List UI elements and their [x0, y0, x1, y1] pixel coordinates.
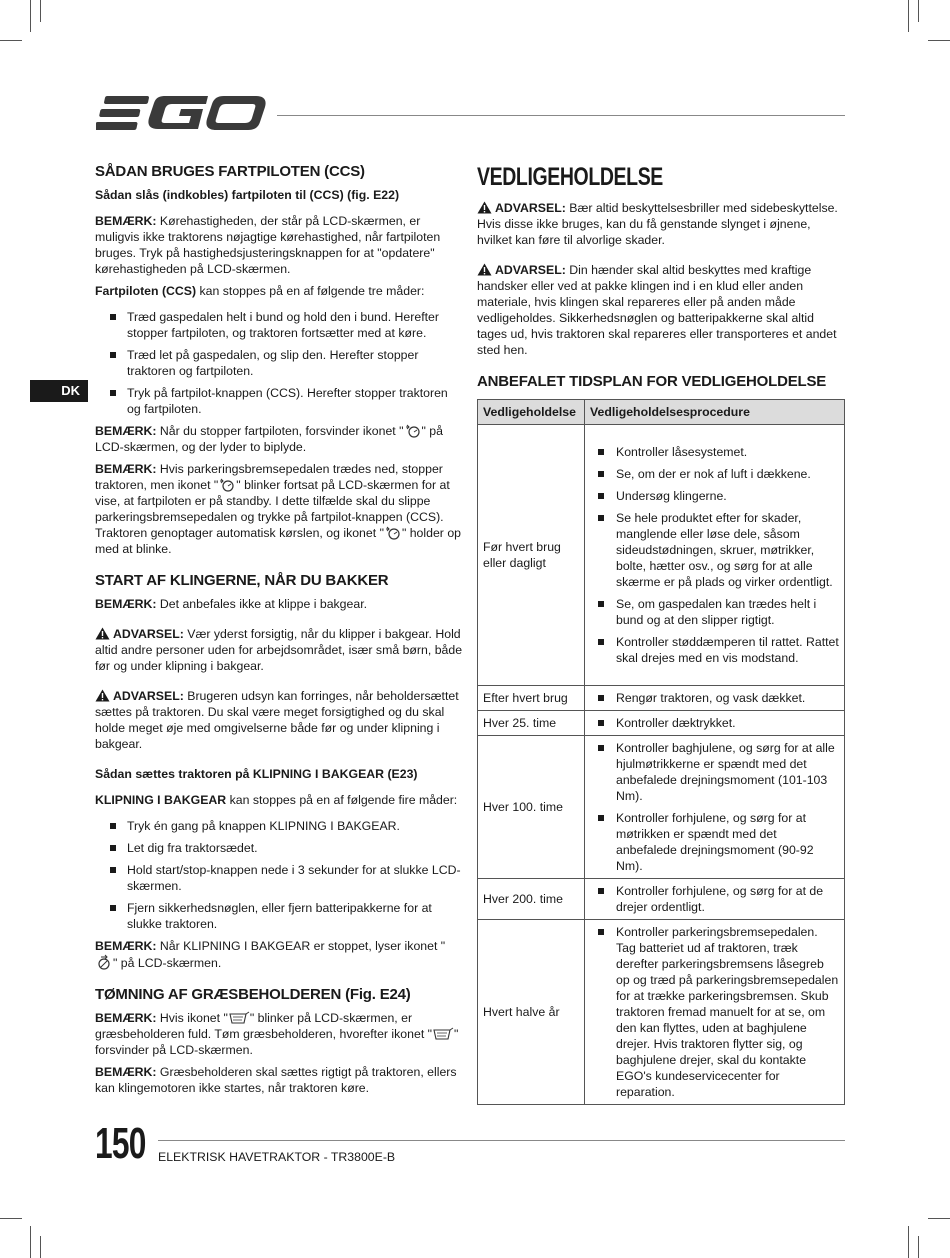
note-text: " på LCD-skærmen, og der lyder to biplyde.	[95, 424, 443, 454]
section-title-cruise-control: SÅDAN BRUGES FARTPILOTEN (CCS)	[95, 163, 365, 180]
grass-bag-full-icon	[228, 1011, 250, 1025]
procedure-cell	[585, 736, 845, 879]
note-paragraph	[95, 461, 463, 557]
table-row	[478, 879, 845, 920]
note-paragraph	[95, 596, 463, 612]
interval-cell: Hvert halve år	[478, 920, 585, 1105]
section-title-reverse-mowing: START AF KLINGERNE, NÅR DU BAKKER	[95, 572, 389, 589]
subheading-cruise-on: Sådan slås (indkobles) fartpiloten til (CCS) (fig. E22)	[95, 188, 400, 202]
procedure-cell	[585, 711, 845, 736]
column-header: Vedligeholdelsesprocedure	[585, 400, 845, 425]
note-text: " blinker på LCD-skærmen, er græsbeholderen fuld. Tøm græsbeholderen, hvorefter ikonet "	[95, 1011, 433, 1041]
interval-cell: Hver 25. time	[478, 711, 585, 736]
interval-cell: Hver 200. time	[478, 879, 585, 920]
procedure-list	[590, 740, 839, 874]
crop-mark	[40, 0, 41, 22]
note-paragraph	[95, 423, 463, 455]
subheading-reverse-mowing: Sådan sættes traktoren på KLIPNING I BAKGEAR (E23)	[95, 767, 418, 781]
warning-paragraph	[477, 200, 845, 248]
crop-mark	[928, 1218, 950, 1219]
warning-label: ADVARSEL:	[113, 627, 184, 641]
procedure-cell	[585, 920, 845, 1105]
crop-mark	[30, 0, 31, 32]
note-label: BEMÆRK:	[95, 214, 157, 228]
warning-label: ADVARSEL:	[113, 689, 184, 703]
note-text: Hvis parkeringsbremsepedalen trædes ned, stopper traktoren, men ikonet "	[95, 462, 443, 492]
note-paragraph	[95, 1010, 463, 1058]
list-item: Se, om gaspedalen kan trædes helt i bund og at den slipper rigtigt.	[590, 596, 839, 628]
note-text: " på LCD-skærmen.	[113, 956, 222, 970]
table-row	[478, 711, 845, 736]
list-item: Træd let på gaspedalen, og slip den. Herefter stopper traktoren og fartpiloten.	[95, 347, 463, 379]
maintenance-table	[477, 399, 845, 1105]
list-item: Se hele produktet efter for skader, manglende eller løse dele, såsom sideudstødningen, skruer, møtrikker, bolte, hætter osv., og sørg for at alle skærme er på plads og virker ordentligt.	[590, 510, 839, 590]
list-item: Kontroller forhjulene, og sørg for at møtrikken er spændt med det anbefalede drejningsmoment (90-92 Nm).	[590, 810, 839, 874]
procedure-cell	[585, 425, 845, 686]
note-paragraph	[95, 1064, 463, 1096]
warning-text: Din hænder skal altid beskyttes med kraftige handsker eller ved at pakke klingen ind i en klud eller anden materiale, hvis klingen skal repareres eller på anden måde vedligeholdes. Sikkerhedsnøglen og batteripakkerne skal altid tages ud, hvis traktoren skal repareres eller transporteres et andet sted hen.	[477, 263, 837, 357]
note-paragraph	[95, 213, 463, 277]
left-column	[95, 162, 463, 1102]
crop-mark	[40, 1236, 41, 1258]
list-item: Rengør traktoren, og vask dækket.	[590, 690, 839, 706]
column-header: Vedligeholdelse	[478, 400, 585, 425]
table-header-row	[478, 400, 845, 425]
note-text: Hvis ikonet "	[159, 1011, 228, 1025]
crop-mark	[0, 40, 22, 41]
crop-mark	[908, 0, 909, 32]
procedure-list	[590, 690, 839, 706]
warning-text: Vær yderst forsigtig, når du klipper i bakgear. Hold altid andre personer uden for arbejdsområdet, især små børn, både før og under klipning i bakgear.	[95, 627, 463, 673]
table-row	[478, 425, 845, 686]
cruise-control-icon	[384, 526, 402, 540]
procedure-cell	[585, 879, 845, 920]
list-item: Kontroller baghjulene, og sørg for at alle hjulmøtrikkerne er spændt med det anbefalede drejningsmoment (101-103 Nm).	[590, 740, 839, 804]
procedure-list	[590, 444, 839, 666]
reverse-stop-list	[95, 818, 463, 932]
interval-cell: Hver 100. time	[478, 736, 585, 879]
page-number: 150	[95, 1119, 146, 1168]
list-item: Tryk én gang på knappen KLIPNING I BAKGEAR.	[95, 818, 463, 834]
ego-logo	[96, 93, 268, 133]
list-item: Kontroller parkeringsbremsepedalen. Tag batteriet ud af traktoren, træk derefter parkeringsbremsens låsegreb op og træd på parkeringsbremsepedalen for at trække parkeringsbremsen. Skub traktoren fremad manuelt for at se, om den kan flyttes, uden at baghjulene drejer. Hvis traktoren flytter sig, og baghjulene drejer, skal du kontakte EGO's kundeservicecenter for reparation.	[590, 924, 839, 1100]
cruise-control-icon	[404, 424, 422, 438]
note-label: BEMÆRK:	[95, 939, 157, 953]
note-label: BEMÆRK:	[95, 1011, 157, 1025]
cruise-control-icon	[218, 478, 236, 492]
warning-paragraph	[95, 688, 463, 752]
warning-text: Brugeren udsyn kan forringes, når beholdersættet sættes på traktoren. Du skal være meget forsigtighed og du skal holde meget øje med omgivelserne både før og under klipning i bakgear.	[95, 689, 459, 751]
note-label: BEMÆRK:	[95, 1065, 157, 1079]
list-item: Fjern sikkerhedsnøglen, eller fjern batteripakkerne for at slukke traktoren.	[95, 900, 463, 932]
reverse-intro	[95, 792, 463, 808]
note-text: Det anbefales ikke at klippe i bakgear.	[159, 597, 368, 611]
right-column	[477, 162, 845, 1105]
interval-cell: Efter hvert brug	[478, 686, 585, 711]
schedule-title: ANBEFALET TIDSPLAN FOR VEDLIGEHOLDELSE	[477, 373, 827, 390]
list-item: Undersøg klingerne.	[590, 488, 839, 504]
header-rule	[277, 115, 845, 116]
note-text: Når KLIPNING I BAKGEAR er stoppet, lyser ikonet "	[159, 939, 446, 953]
note-text: Græsbeholderen skal sættes rigtigt på traktoren, ellers kan klingemotoren ikke startes, når traktoren køre.	[95, 1065, 457, 1095]
reverse-bold: KLIPNING I BAKGEAR	[95, 793, 227, 807]
crop-mark	[918, 0, 919, 22]
warning-triangle-icon	[477, 201, 492, 214]
note-text: " blinker fortsat på LCD-skærmen for at vise, at fartpiloten er på standby. I dette tilfælde skal du slippe parkeringsbremsepedalen og trykke på fartpilot-knappen (CCS). Traktoren genoptager automatisk kørslen, og ikonet "	[95, 478, 450, 540]
reverse-rest: kan stoppes på en af følgende fire måder:	[226, 793, 458, 807]
table-row	[478, 686, 845, 711]
note-text: Når du stopper fartpiloten, forsvinder ikonet "	[159, 424, 404, 438]
list-item: Hold start/stop-knappen nede i 3 sekunder for at slukke LCD-skærmen.	[95, 862, 463, 894]
note-paragraph	[95, 938, 463, 971]
note-text: " holder op med at blinke.	[95, 526, 461, 556]
list-item: Tryk på fartpilot-knappen (CCS). Herefter stopper traktoren og fartpiloten.	[95, 385, 463, 417]
ccs-stop-list	[95, 309, 463, 417]
note-label: BEMÆRK:	[95, 424, 157, 438]
list-item: Kontroller dæktrykket.	[590, 715, 839, 731]
warning-label: ADVARSEL:	[495, 201, 566, 215]
note-text: " forsvinder på LCD-skærmen.	[95, 1027, 459, 1057]
warning-triangle-icon	[95, 689, 110, 702]
list-item: Kontroller forhjulene, og sørg for at de drejer ordentligt.	[590, 883, 839, 915]
section-title-maintenance: VEDLIGEHOLDELSE	[477, 163, 663, 191]
footer-rule	[158, 1140, 845, 1141]
list-item: Kontroller låsesystemet.	[590, 444, 839, 460]
crop-mark	[30, 1226, 31, 1258]
grass-bag-full-icon	[432, 1027, 454, 1041]
ccs-rest: kan stoppes på en af følgende tre måder:	[196, 284, 425, 298]
procedure-list	[590, 715, 839, 731]
language-tab: DK	[30, 380, 88, 402]
crop-mark	[918, 1236, 919, 1258]
note-label: BEMÆRK:	[95, 462, 157, 476]
table-row	[478, 736, 845, 879]
list-item: Træd gaspedalen helt i bund og hold den i bund. Herefter stopper fartpiloten, og traktoren fortsætter med at køre.	[95, 309, 463, 341]
reverse-mowing-icon	[95, 954, 113, 970]
procedure-list	[590, 883, 839, 915]
procedure-list	[590, 924, 839, 1100]
warning-triangle-icon	[95, 627, 110, 640]
crop-mark	[908, 1226, 909, 1258]
ccs-intro	[95, 283, 463, 299]
list-item: Kontroller støddæmperen til rattet. Rattet skal drejes med en vis modstand.	[590, 634, 839, 666]
crop-mark	[928, 40, 950, 41]
list-item: Let dig fra traktorsædet.	[95, 840, 463, 856]
table-row	[478, 920, 845, 1105]
crop-mark	[0, 1218, 22, 1219]
warning-label: ADVARSEL:	[495, 263, 566, 277]
warning-text: Bær altid beskyttelsesbriller med sidebeskyttelse. Hvis disse ikke bruges, kan du få genstande slynget i øjnene, hvilket kan føre til alvorlige skader.	[477, 201, 838, 247]
note-label: BEMÆRK:	[95, 597, 157, 611]
warning-paragraph	[477, 262, 845, 358]
warning-triangle-icon	[477, 263, 492, 276]
footer-title: ELEKTRISK HAVETRAKTOR - TR3800E-B	[158, 1150, 396, 1164]
interval-cell: Før hvert brug eller dagligt	[478, 425, 585, 686]
procedure-cell	[585, 686, 845, 711]
note-text: Kørehastigheden, der står på LCD-skærmen, er muligvis ikke traktorens nøjagtige kørehastighed, når fartpiloten bruges. Tryk på hastighedsjusteringsknappen for at "opdatere" kørehastigheden på LCD-skærmen.	[95, 214, 441, 276]
warning-paragraph	[95, 626, 463, 674]
list-item: Se, om der er nok af luft i dækkene.	[590, 466, 839, 482]
ccs-bold: Fartpiloten (CCS)	[95, 284, 197, 298]
section-title-grass-bag: TØMNING AF GRÆSBEHOLDEREN (Fig. E24)	[95, 986, 411, 1003]
